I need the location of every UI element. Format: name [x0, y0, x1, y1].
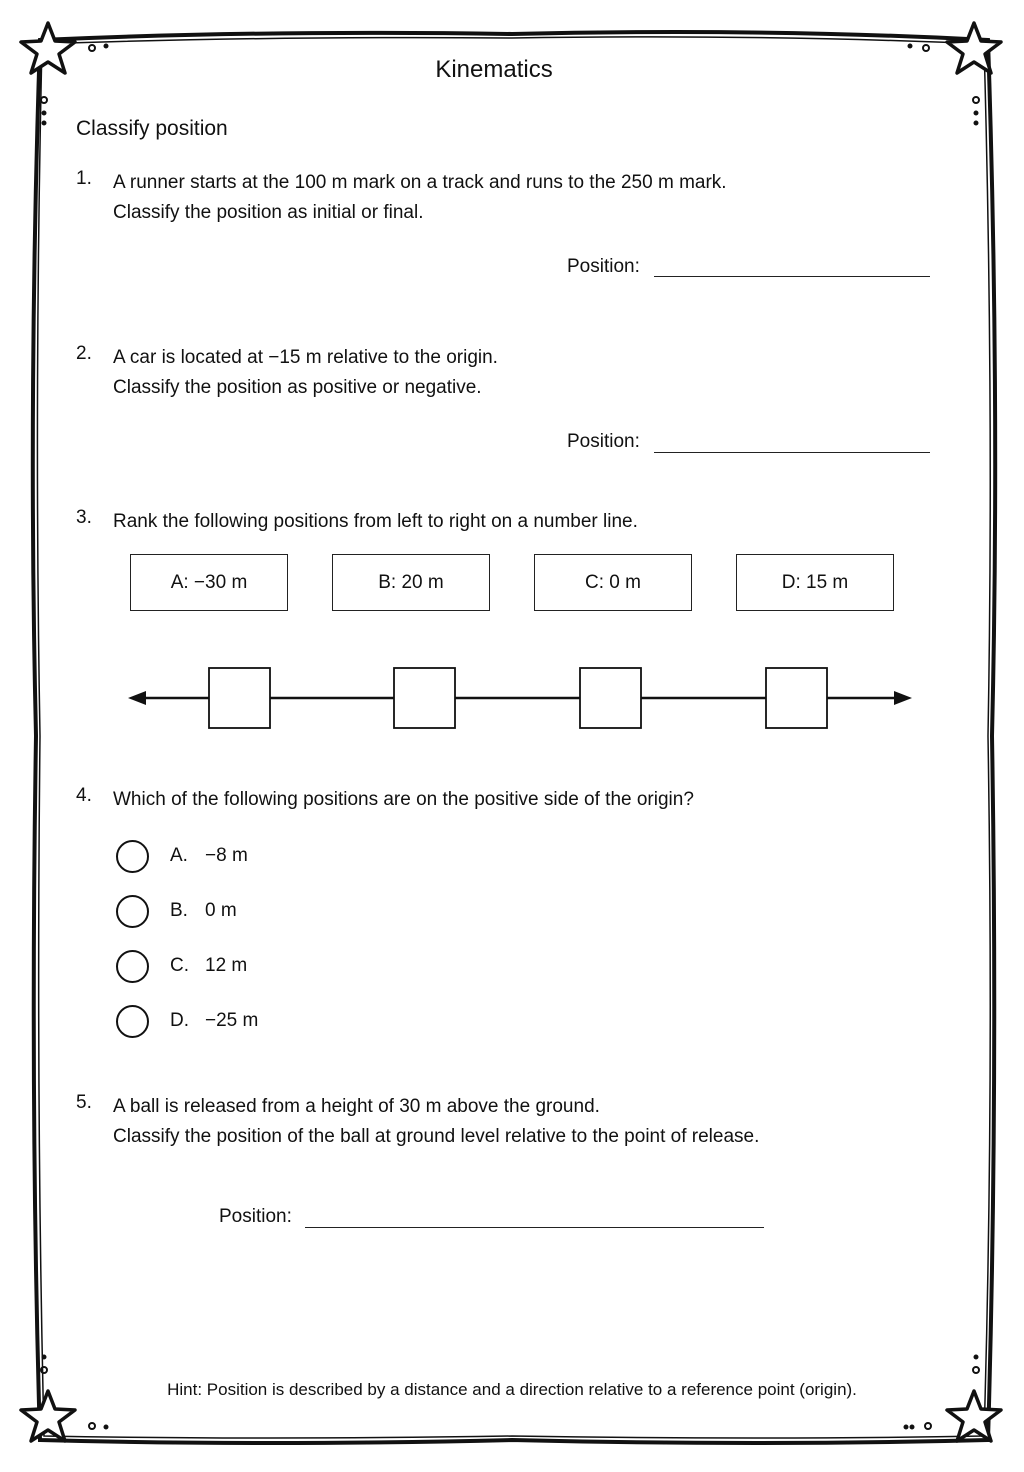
question-number: 1. [76, 168, 92, 189]
question-number: 4. [76, 785, 92, 806]
question-text: Which of the following positions are on the positive side of the origin? [113, 789, 694, 810]
option-text: 12 m [205, 955, 248, 976]
answer-label: Position: [567, 431, 640, 452]
answer-label: Position: [219, 1206, 292, 1227]
question-number: 2. [76, 343, 92, 364]
answer-box[interactable] [394, 668, 455, 728]
question-line: Classify the position as initial or final. [113, 202, 424, 223]
answer-line[interactable] [654, 452, 930, 453]
radio-circle-icon[interactable] [116, 840, 149, 873]
radio-circle-icon[interactable] [116, 950, 149, 983]
rank-item-box: A: −30 m [130, 554, 288, 611]
arrow-left-icon [128, 691, 146, 705]
rank-item-box: D: 15 m [736, 554, 894, 611]
question-line: A car is located at −15 m relative to the origin. [113, 347, 498, 368]
option-text: −8 m [205, 845, 248, 866]
answer-line[interactable] [654, 276, 930, 277]
answer-box[interactable] [580, 668, 641, 728]
question-line: A runner starts at the 100 m mark on a track and runs to the 250 m mark. [113, 172, 727, 193]
answer-line[interactable] [305, 1227, 764, 1228]
section-subtitle: Classify position [76, 117, 228, 140]
question-text [113, 343, 498, 403]
option-letter: A. [170, 845, 188, 866]
option-d[interactable] [116, 1003, 258, 1039]
question-line: A ball is released from a height of 30 m above the ground. [113, 1096, 600, 1117]
option-a[interactable] [116, 838, 248, 874]
option-letter: D. [170, 1010, 189, 1031]
answer-label: Position: [567, 256, 640, 277]
answer-box[interactable] [209, 668, 270, 728]
option-letter: C. [170, 955, 189, 976]
question-line: Classify the position as positive or negative. [113, 377, 482, 398]
question-text [113, 1092, 759, 1152]
answer-box[interactable] [766, 668, 827, 728]
question-text: Rank the following positions from left to right on a number line. [113, 511, 638, 532]
option-b[interactable] [116, 893, 237, 929]
rank-item-box: C: 0 m [534, 554, 692, 611]
page-title: Kinematics [435, 56, 553, 83]
radio-circle-icon[interactable] [116, 1005, 149, 1038]
rank-item-box: B: 20 m [332, 554, 490, 611]
radio-circle-icon[interactable] [116, 895, 149, 928]
option-c[interactable] [116, 948, 247, 984]
question-number: 3. [76, 507, 92, 528]
question-line: Classify the position of the ball at ground level relative to the point of release. [113, 1126, 760, 1147]
question-number: 5. [76, 1092, 92, 1113]
option-text: 0 m [205, 900, 237, 921]
option-text: −25 m [205, 1010, 259, 1031]
question-text [113, 168, 727, 228]
option-letter: B. [170, 900, 188, 921]
hint-text: Hint: Position is described by a distance and a direction relative to a reference point (origin). [167, 1380, 857, 1399]
number-line [120, 660, 920, 740]
arrow-right-icon [894, 691, 912, 705]
